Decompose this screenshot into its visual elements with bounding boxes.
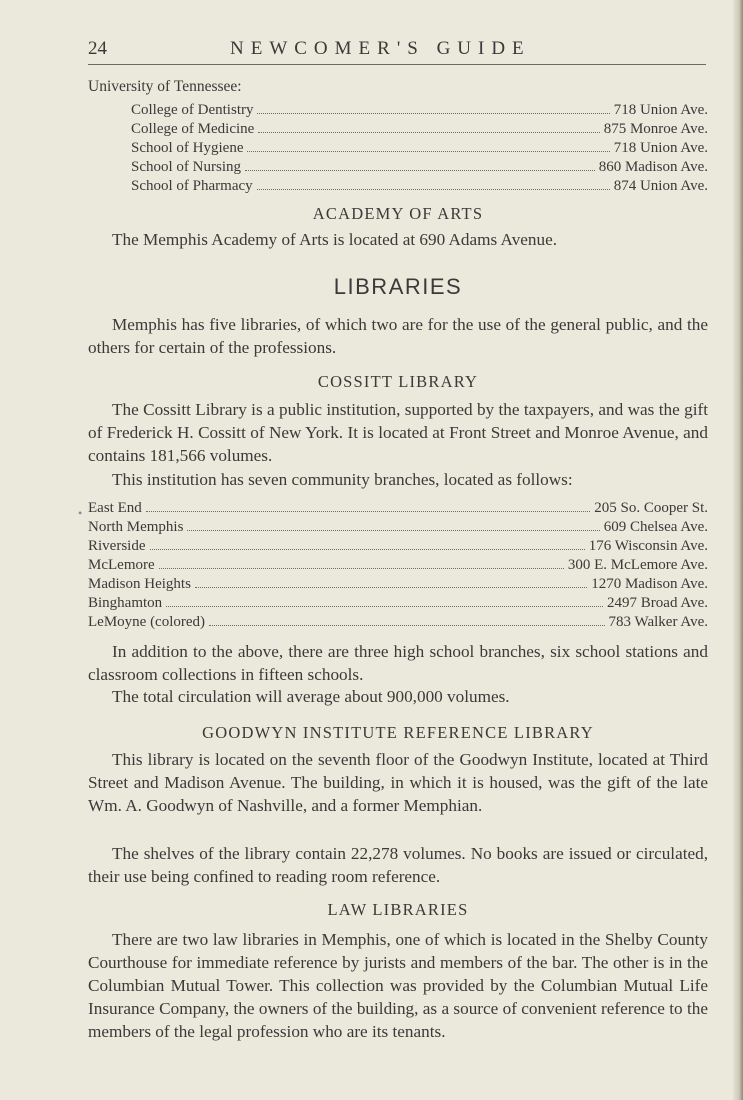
dot-leader [245, 158, 595, 171]
cossitt-paragraph-4: The total circulation will average about 900,000 volumes. [112, 687, 510, 706]
dot-leader [150, 537, 585, 550]
dot-leader [166, 594, 603, 607]
university-label: University of Tennessee: [88, 78, 242, 95]
libraries-intro: Memphis has five libraries, of which two are for the use of the general public, and the others for certain of the professions. [88, 315, 708, 357]
cossitt-paragraph-2: This institution has seven community branches, located as follows: [112, 470, 573, 489]
branch-address: 1270 Madison Ave. [591, 576, 708, 592]
school-address: 860 Madison Ave. [598, 159, 708, 175]
school-name: College of Medicine [131, 121, 255, 137]
list-item [88, 594, 708, 614]
school-name: School of Hygiene [131, 140, 244, 156]
school-name: School of Nursing [131, 159, 241, 175]
list-item [88, 575, 708, 595]
page-edge-shadow [733, 0, 743, 1100]
academy-heading: ACADEMY OF ARTS [312, 204, 484, 223]
page-header [88, 36, 706, 65]
school-address: 875 Monroe Ave. [603, 121, 708, 137]
branch-name: Riverside [88, 538, 146, 554]
running-title: NEWCOMER'S GUIDE [230, 38, 531, 59]
school-name: College of Dentistry [131, 102, 254, 118]
academy-paragraph: The Memphis Academy of Arts is located at 690 Adams Avenue. [112, 230, 558, 249]
branch-address: 609 Chelsea Ave. [603, 519, 708, 535]
dot-leader [146, 499, 590, 512]
branch-name: McLemore [88, 557, 155, 573]
branch-address: 2497 Broad Ave. [607, 595, 708, 611]
branch-address: 176 Wisconsin Ave. [588, 538, 708, 554]
branch-name: Madison Heights [88, 576, 191, 592]
branch-address: 300 E. McLemore Ave. [567, 557, 708, 573]
list-item [88, 556, 708, 576]
law-paragraph-1: There are two law libraries in Memphis, one of which is located in the Shelby County Courthouse for immediate reference by jurists and members of the bar. The other is in the Columbian Mutual Tower. This collection was provided by the Columbian Mutual Life Insurance Company, the owners of the building, as a source of convenient reference to the members of the legal profession who are its tenants. [88, 930, 708, 1041]
cossitt-paragraph-1: The Cossitt Library is a public institution, supported by the taxpayers, and was the gift of Frederick H. Cossitt of New York. It is located at Front Street and Monroe Avenue, and contains 181,566 volumes. [88, 400, 708, 465]
goodwyn-paragraph-1: This library is located on the seventh floor of the Goodwyn Institute, located at Third Street and Madison Avenue. The building, in which it is housed, was the gift of the late Wm. A. Goodwyn of Nashville, and a former Memphian. [88, 750, 708, 815]
school-address: 874 Union Ave. [613, 178, 708, 194]
branch-address: 205 So. Cooper St. [594, 500, 708, 516]
dot-leader [209, 613, 604, 626]
list-item [88, 613, 708, 633]
list-item [131, 120, 708, 140]
branch-name: North Memphis [88, 519, 184, 535]
dot-leader [258, 120, 599, 133]
list-item [131, 101, 708, 121]
list-item [131, 158, 708, 178]
dot-leader [257, 177, 610, 190]
cossitt-paragraph-3: In addition to the above, there are three high school branches, six school stations and classroom collections in fifteen schools. [88, 642, 708, 684]
list-item [131, 177, 708, 197]
cossitt-heading: COSSITT LIBRARY [317, 372, 479, 391]
libraries-heading: LIBRARIES [333, 274, 463, 299]
dot-leader [195, 575, 587, 588]
margin-mark: • [78, 506, 83, 520]
school-address: 718 Union Ave. [613, 102, 708, 118]
goodwyn-heading: GOODWYN INSTITUTE REFERENCE LIBRARY [202, 723, 594, 742]
dot-leader [257, 101, 609, 114]
list-item [88, 518, 708, 538]
dot-leader [187, 518, 599, 531]
list-item [131, 139, 708, 159]
branch-address: 783 Walker Ave. [608, 614, 708, 630]
goodwyn-paragraph-2: The shelves of the library contain 22,278 volumes. No books are issued or circulated, their use being confined to reading room reference. [88, 844, 708, 886]
school-address: 718 Union Ave. [613, 140, 708, 156]
branch-name: East End [88, 500, 142, 516]
dot-leader [247, 139, 609, 152]
list-item [88, 499, 708, 519]
dot-leader [159, 556, 564, 569]
branch-name: Binghamton [88, 595, 163, 611]
branch-name: LeMoyne (colored) [88, 614, 206, 630]
school-name: School of Pharmacy [131, 178, 253, 194]
list-item [88, 537, 708, 557]
law-heading: LAW LIBRARIES [327, 900, 469, 919]
page-number: 24 [88, 38, 107, 59]
